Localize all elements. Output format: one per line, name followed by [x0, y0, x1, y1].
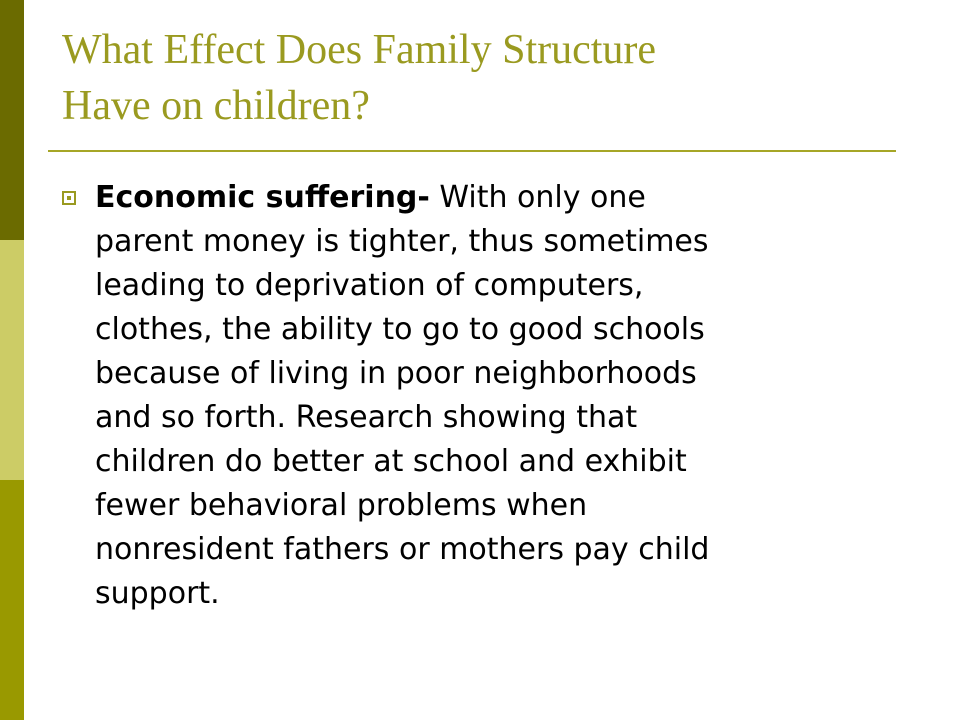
slide-title [62, 22, 922, 134]
side-bar-middle-segment [0, 240, 24, 480]
bullet-line-2: parent money is tighter, thus sometimes [95, 224, 709, 259]
title-line-1: What Effect Does Family Structure [62, 27, 657, 73]
bullet-line-8: fewer behavioral problems when [95, 488, 588, 523]
bullet-line-3: leading to deprivation of computers, [95, 268, 644, 303]
bullet-line-4: clothes, the ability to go to good schools [95, 312, 705, 347]
bullet-line-6: and so forth. Research showing that [95, 400, 638, 435]
bullet-line-1-rest: With only one [429, 180, 646, 215]
square-bullet-icon [62, 191, 76, 205]
title-line-2: Have on children? [62, 83, 370, 129]
side-bar-bottom-segment [0, 480, 24, 720]
bullet-line-5: because of living in poor neighborhoods [95, 356, 697, 391]
title-divider [48, 150, 896, 152]
bullet-item [62, 176, 892, 616]
side-bar-top-segment [0, 0, 24, 240]
bullet-line-1 [95, 176, 892, 220]
bullet-line-9: nonresident fathers or mothers pay child [95, 532, 710, 567]
bullet-text [95, 176, 892, 616]
side-decoration-bar [0, 0, 24, 720]
bullet-line-7: children do better at school and exhibit [95, 444, 687, 479]
bullet-lead: Economic suffering- [95, 180, 430, 215]
bullet-line-10: support. [95, 576, 220, 611]
